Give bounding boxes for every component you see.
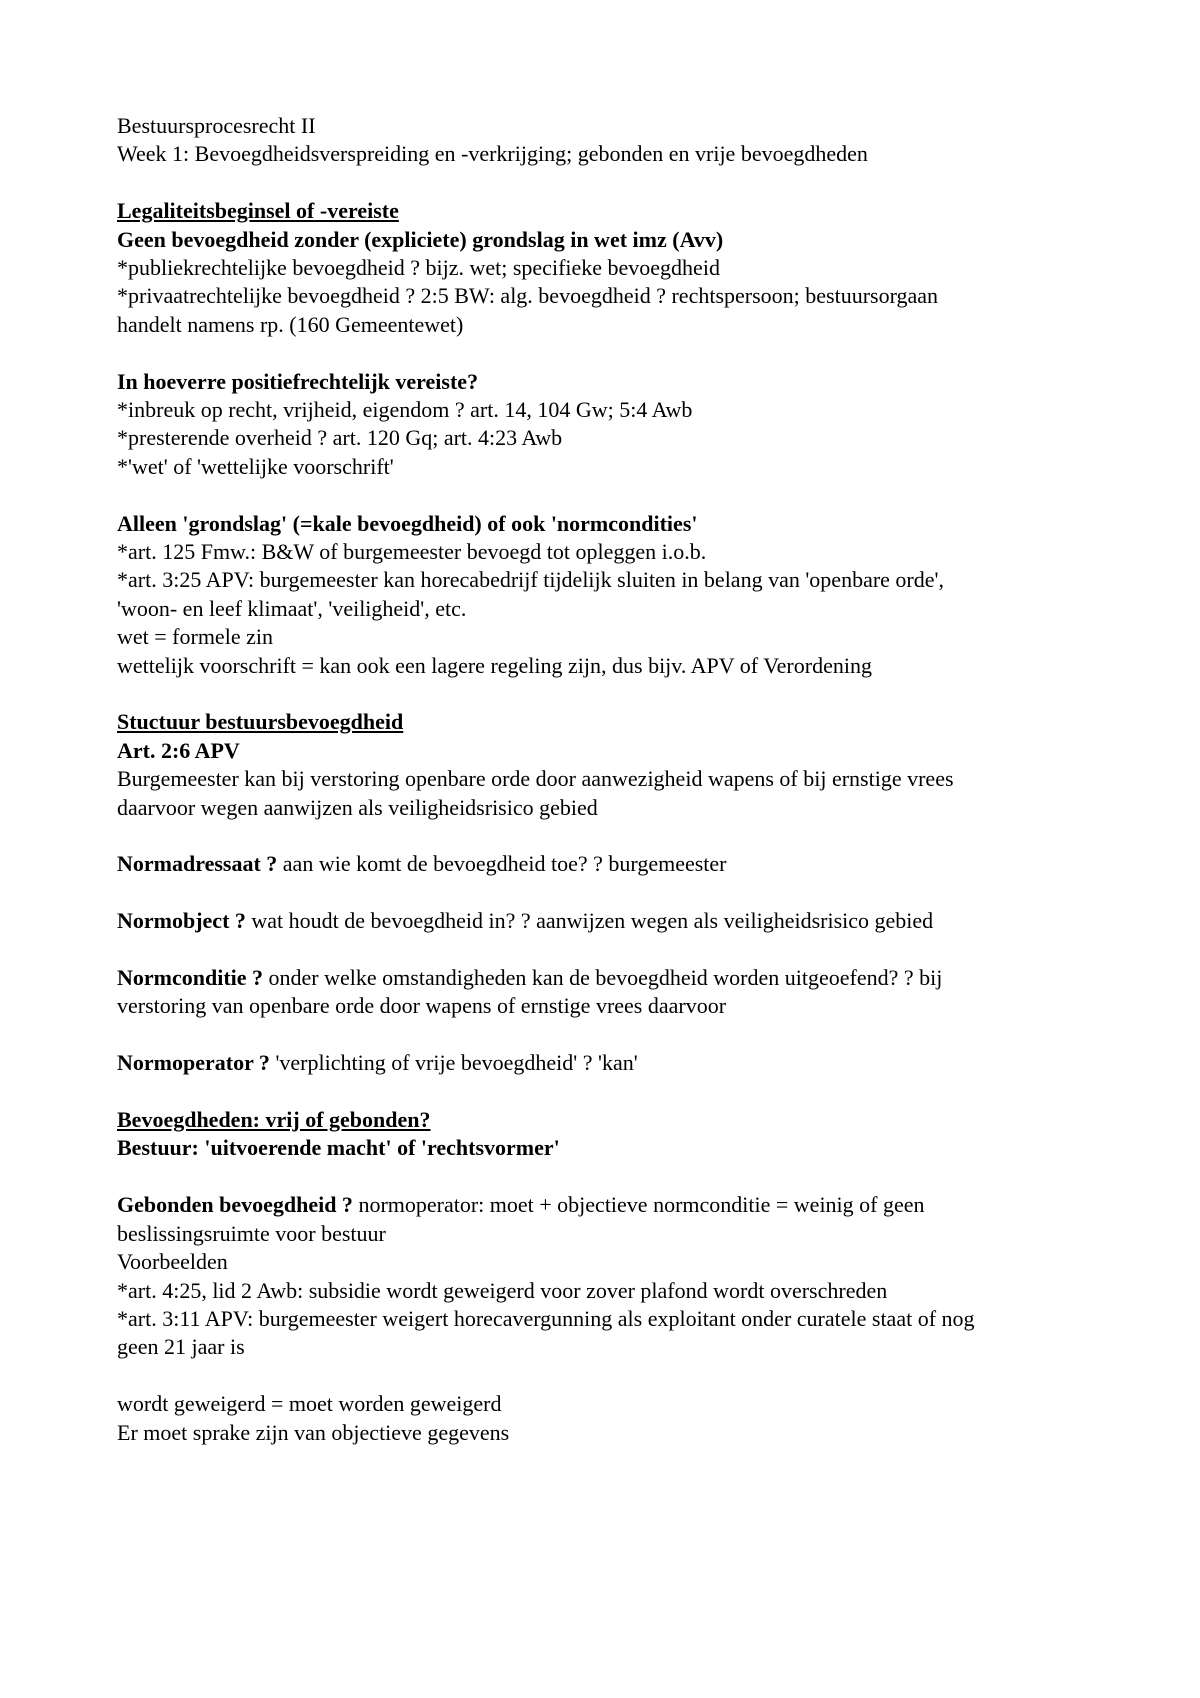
spacer xyxy=(117,481,1107,509)
spacer xyxy=(117,879,1107,907)
spacer xyxy=(117,1021,1107,1049)
paragraph-line: 'woon- en leef klimaat', 'veiligheid', etc. xyxy=(117,595,467,621)
definition-term: Gebonden bevoegdheid ? xyxy=(117,1192,353,1218)
paragraph-line: *privaatrechtelijke bevoegdheid ? 2:5 BW: alg. bevoegdheid ? rechtspersoon; bestuursorgaan xyxy=(117,283,939,309)
section-heading-structuur: Stuctuur bestuursbevoegdheid xyxy=(117,709,404,735)
paragraph-line: verstoring van openbare orde door wapens of ernstige vrees daarvoor xyxy=(117,993,727,1019)
week-title: Week 1: Bevoegdheidsverspreiding en -verkrijging; gebonden en vrije bevoegdheden xyxy=(117,141,868,167)
section-heading-grondslag: Alleen 'grondslag' (=kale bevoegdheid) of ook 'normcondities' xyxy=(117,510,698,536)
paragraph-line: wet = formele zin xyxy=(117,624,273,650)
paragraph-line: wettelijk voorschrift = kan ook een lagere regeling zijn, dus bijv. APV of Verordening xyxy=(117,652,872,678)
spacer xyxy=(117,936,1107,964)
definition-term: Normoperator ? xyxy=(117,1050,270,1076)
definition-term: Normadressaat ? xyxy=(117,851,278,877)
definition-text: wat houdt de bevoegdheid in? ? aanwijzen wegen als veiligheidsrisico gebied xyxy=(245,908,934,934)
spacer xyxy=(117,1362,1107,1390)
spacer xyxy=(117,339,1107,367)
paragraph-line: geen 21 jaar is xyxy=(117,1334,245,1360)
definition-normconditie xyxy=(117,964,1107,992)
section-subheading-legaliteit: Geen bevoegdheid zonder (expliciete) grondslag in wet imz (Avv) xyxy=(117,226,724,252)
definition-normobject xyxy=(117,907,1107,935)
definition-text: aan wie komt de bevoegdheid toe? ? burgemeester xyxy=(277,851,727,877)
paragraph-line: Er moet sprake zijn van objectieve gegevens xyxy=(117,1419,510,1445)
paragraph-line: handelt namens rp. (160 Gemeentewet) xyxy=(117,311,464,337)
section-heading-positief: In hoeverre positiefrechtelijk vereiste? xyxy=(117,368,479,394)
paragraph-line: daarvoor wegen aanwijzen als veiligheidsrisico gebied xyxy=(117,794,598,820)
paragraph-line: Burgemeester kan bij verstoring openbare orde door aanwezigheid wapens of bij ernstige vrees xyxy=(117,766,954,792)
paragraph-line: *inbreuk op recht, vrijheid, eigendom ? art. 14, 104 Gw; 5:4 Awb xyxy=(117,397,693,423)
course-title: Bestuursprocesrecht II xyxy=(117,113,316,138)
spacer xyxy=(117,1078,1107,1106)
paragraph-line: *'wet' of 'wettelijke voorschrift' xyxy=(117,453,394,479)
definition-text: 'verplichting of vrije bevoegdheid' ? 'kan' xyxy=(269,1050,638,1076)
paragraph-line: wordt geweigerd = moet worden geweigerd xyxy=(117,1391,502,1417)
spacer xyxy=(117,1163,1107,1191)
section-heading-legaliteit: Legaliteitsbeginsel of -vereiste xyxy=(117,198,399,224)
paragraph-line: *art. 125 Fmw.: B&W of burgemeester bevoegd tot opleggen i.o.b. xyxy=(117,539,707,565)
section-subheading-bevoegdheden: Bestuur: 'uitvoerende macht' of 'rechtsvormer' xyxy=(117,1135,560,1161)
spacer xyxy=(117,680,1107,708)
paragraph-line: beslissingsruimte voor bestuur xyxy=(117,1220,386,1246)
paragraph-line: *art. 4:25, lid 2 Awb: subsidie wordt geweigerd voor zover plafond wordt overschreden xyxy=(117,1277,888,1303)
section-subheading-structuur: Art. 2:6 APV xyxy=(117,737,240,763)
definition-text: onder welke omstandigheden kan de bevoegdheid worden uitgeoefend? ? bij xyxy=(263,965,943,991)
spacer xyxy=(117,822,1107,850)
paragraph-line: *art. 3:25 APV: burgemeester kan horecabedrijf tijdelijk sluiten in belang van 'openbare orde', xyxy=(117,567,944,593)
paragraph-line: Voorbeelden xyxy=(117,1249,228,1275)
definition-term: Normobject ? xyxy=(117,908,246,934)
definition-normoperator xyxy=(117,1049,1107,1077)
spacer xyxy=(117,169,1107,197)
definition-gebonden xyxy=(117,1191,1107,1219)
document-page xyxy=(117,112,1107,1447)
section-heading-bevoegdheden: Bevoegdheden: vrij of gebonden? xyxy=(117,1107,431,1133)
definition-text: normoperator: moet + objectieve normconditie = weinig of geen xyxy=(352,1192,925,1218)
paragraph-line: *presterende overheid ? art. 120 Gq; art. 4:23 Awb xyxy=(117,425,563,451)
definition-term: Normconditie ? xyxy=(117,965,264,991)
definition-normadressaat xyxy=(117,850,1107,878)
paragraph-line: *publiekrechtelijke bevoegdheid ? bijz. wet; specifieke bevoegdheid xyxy=(117,255,720,281)
paragraph-line: *art. 3:11 APV: burgemeester weigert horecavergunning als exploitant onder curatele staat of nog xyxy=(117,1305,975,1331)
